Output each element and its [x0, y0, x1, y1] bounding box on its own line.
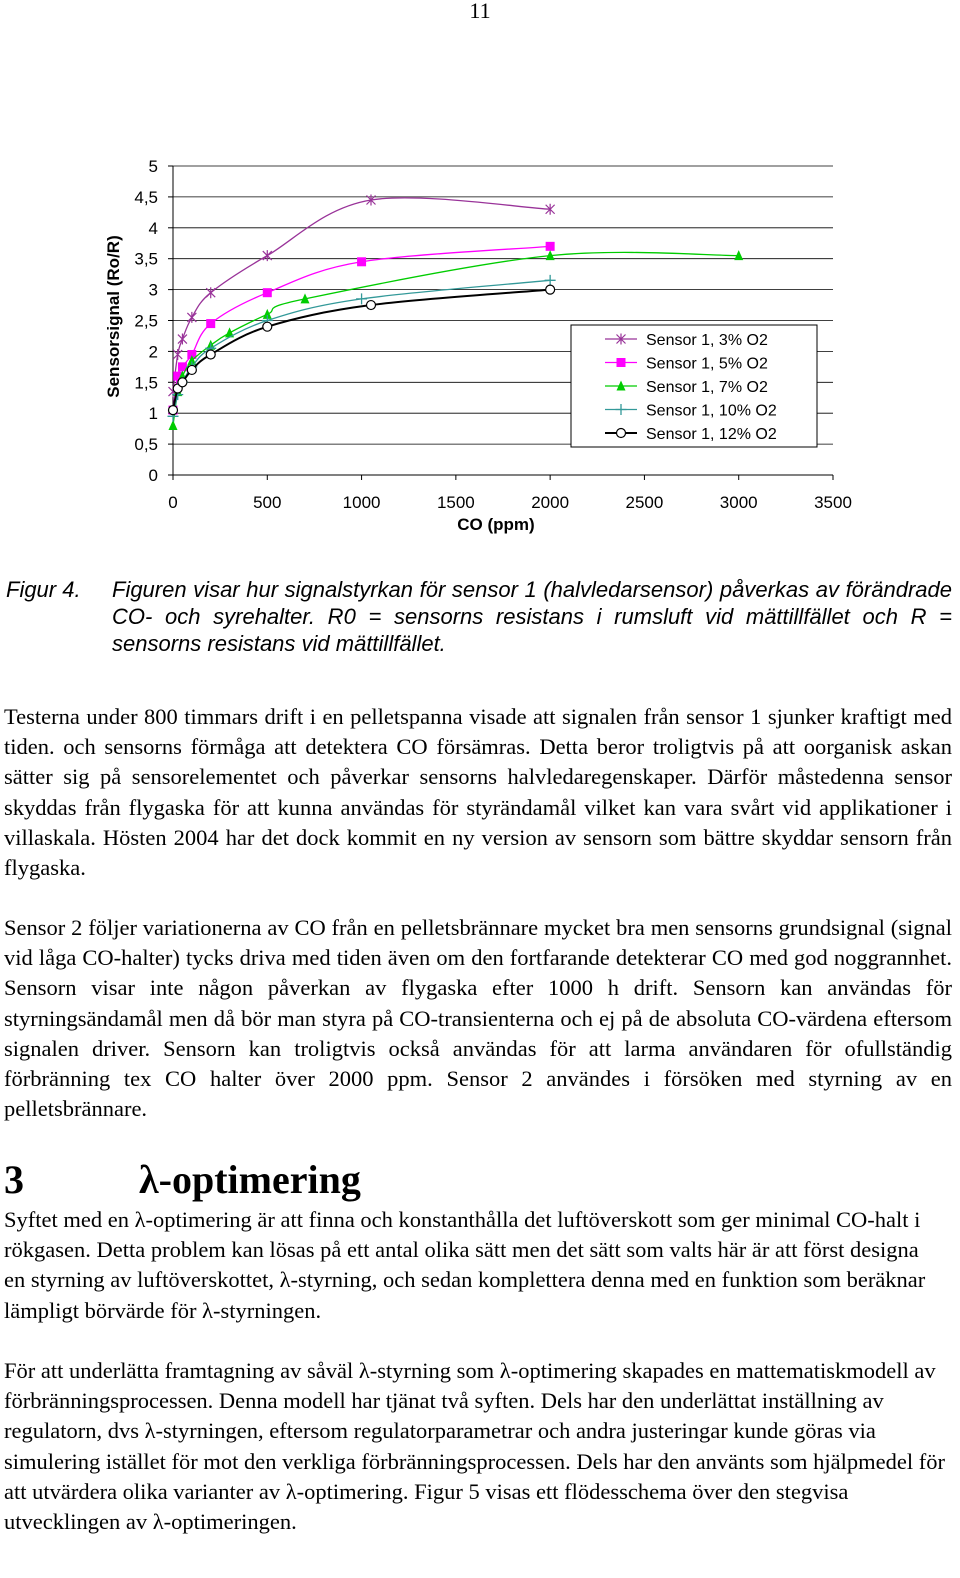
data-point-series-2	[357, 257, 366, 266]
paragraph-sensor-2: Sensor 2 följer variationerna av CO från en pelletsbrännare mycket bra men sensorns grundsignal (signal vid låga CO-halter) tycks driva med tiden även om den fortfarande detekterar CO med god noggrannhet. Sensorn visar inte någon påverkan av flygaska efter 1000 h drift. Sensorn kan användas för styrningsändamål men då bör man styra på CO-transienterna och ej på de absoluta CO-värdena eftersom signalen driver. Sensorn kan troligtvis också användas för att larma användaren för ofullständig förbränning tex CO halter över 2000 ppm. Sensor 2 användes i försöken med styrning av en pelletsbrännare.	[4, 915, 952, 1122]
paragraph-lambda-intro: Syftet med en λ-optimering är att finna och konstanthålla det luftöverskott som ger minimal CO-halt i rökgasen. Detta problem kan lösas på ett antal olika sätt men det sätt som valts här är att först designa en styrning av luftöverskottet, λ-styrning, och sedan komplettera denna med en funktion som beräknar lämpligt börvärde för λ-styrningen.	[4, 1207, 926, 1323]
y-tick-label: 2	[148, 342, 158, 362]
figure-caption	[6, 576, 952, 657]
figure-label: Figur 4.	[6, 577, 81, 602]
data-point-series-1	[206, 287, 215, 298]
page-number: 11	[469, 0, 491, 23]
data-point-series-2	[206, 319, 215, 328]
data-point-series-2	[263, 288, 272, 297]
data-point-series-5	[263, 322, 272, 331]
data-point-series-5	[178, 378, 187, 387]
x-tick-label: 3000	[719, 493, 758, 512]
data-point-series-5	[169, 406, 178, 415]
y-tick-label: 0	[148, 466, 158, 485]
legend-marker	[617, 358, 626, 367]
x-tick-label: 3500	[814, 493, 852, 512]
x-axis-label: CO (ppm)	[457, 515, 535, 534]
paragraph-sensor-1: Testerna under 800 timmars drift i en pelletspanna visade att signalen från sensor 1 sjunker kraftigt med tiden. och sensorns förmåga att detektera CO försämras. Detta beror troligtvis på att oorganisk askan sätter sig på sensorelementet och påverkar sensorns halvledaregenskaper. Därför måstedenna sensor skyddas från flygaska för att kunna användas för styrändamål vilket kan vara svårt vid applikationer i villaskala. Hösten 2004 har det dock kommit en ny version av sensorn som bättre skyddar sensorn från flygaska.	[4, 704, 952, 881]
section-number: 3	[4, 1157, 24, 1202]
x-tick-label: 0	[168, 493, 178, 512]
data-point-series-5	[206, 350, 215, 359]
y-tick-label: 0,5	[134, 435, 158, 455]
paragraph-lambda-model: För att underlätta framtagning av såväl λ-styrning som λ-optimering skapades en mattematiskmodell av förbränningsprocessen. Denna modell har tjänat två syften. Dels har den underlättat inställning av regulatorn, dvs λ-styrningen, eftersom regulatorparametrar och andra justeringar kunde göras via simulering istället för mot den verkliga förbränningsprocessen. Dels har den använts som hjälpmedel för att utvärdera olika varianter av λ-optimering. Figur 5 visas ett flödesschema över den stegvisa utvecklingen av λ-optimeringen.	[4, 1358, 946, 1535]
x-tick-label: 2500	[625, 493, 664, 512]
data-point-series-5	[187, 365, 196, 374]
legend-label: Sensor 1, 7% O2	[646, 379, 768, 396]
caption-text: Figuren visar hur signalstyrkan för sensor 1 (halvledarsensor) påverkas av förändrade CO- och syrehalter. R0 = sensorns resistans i rumsluft vid mättillfället och R = sensorns resistans vid mättillfället.	[112, 577, 952, 656]
legend-label: Sensor 1, 10% O2	[646, 402, 777, 420]
legend-label: Sensor 1, 3% O2	[646, 332, 768, 349]
x-tick-label: 500	[253, 493, 282, 512]
data-point-series-1	[173, 349, 182, 360]
y-tick-label: 3	[148, 280, 158, 300]
y-axis-label: Sensorsignal (Ro/R)	[104, 235, 123, 398]
y-tick-label: 2,5	[134, 311, 158, 331]
data-point-series-4	[356, 293, 367, 304]
y-tick-label: 3,5	[134, 249, 158, 269]
y-tick-label: 5	[148, 157, 158, 176]
series-line-5	[173, 290, 550, 411]
data-point-series-5	[367, 301, 376, 310]
data-point-series-1	[178, 334, 187, 345]
data-point-series-2	[546, 242, 555, 251]
data-point-series-1	[187, 312, 196, 323]
legend-label: Sensor 1, 12% O2	[646, 426, 777, 443]
co-sensor-chart	[98, 150, 868, 540]
y-tick-label: 1,5	[134, 373, 158, 393]
data-point-series-4	[545, 275, 556, 286]
data-point-series-1	[263, 250, 272, 261]
y-tick-label: 4	[148, 218, 158, 238]
data-point-series-5	[546, 285, 555, 294]
legend-marker	[617, 429, 626, 438]
x-tick-label: 2000	[531, 493, 570, 512]
x-tick-label: 1500	[436, 493, 475, 512]
section-title: λ-optimering	[139, 1157, 361, 1202]
legend-label: Sensor 1, 5% O2	[646, 355, 768, 373]
y-tick-label: 4,5	[134, 187, 158, 207]
x-tick-label: 1000	[342, 493, 381, 512]
y-tick-label: 1	[148, 404, 158, 424]
